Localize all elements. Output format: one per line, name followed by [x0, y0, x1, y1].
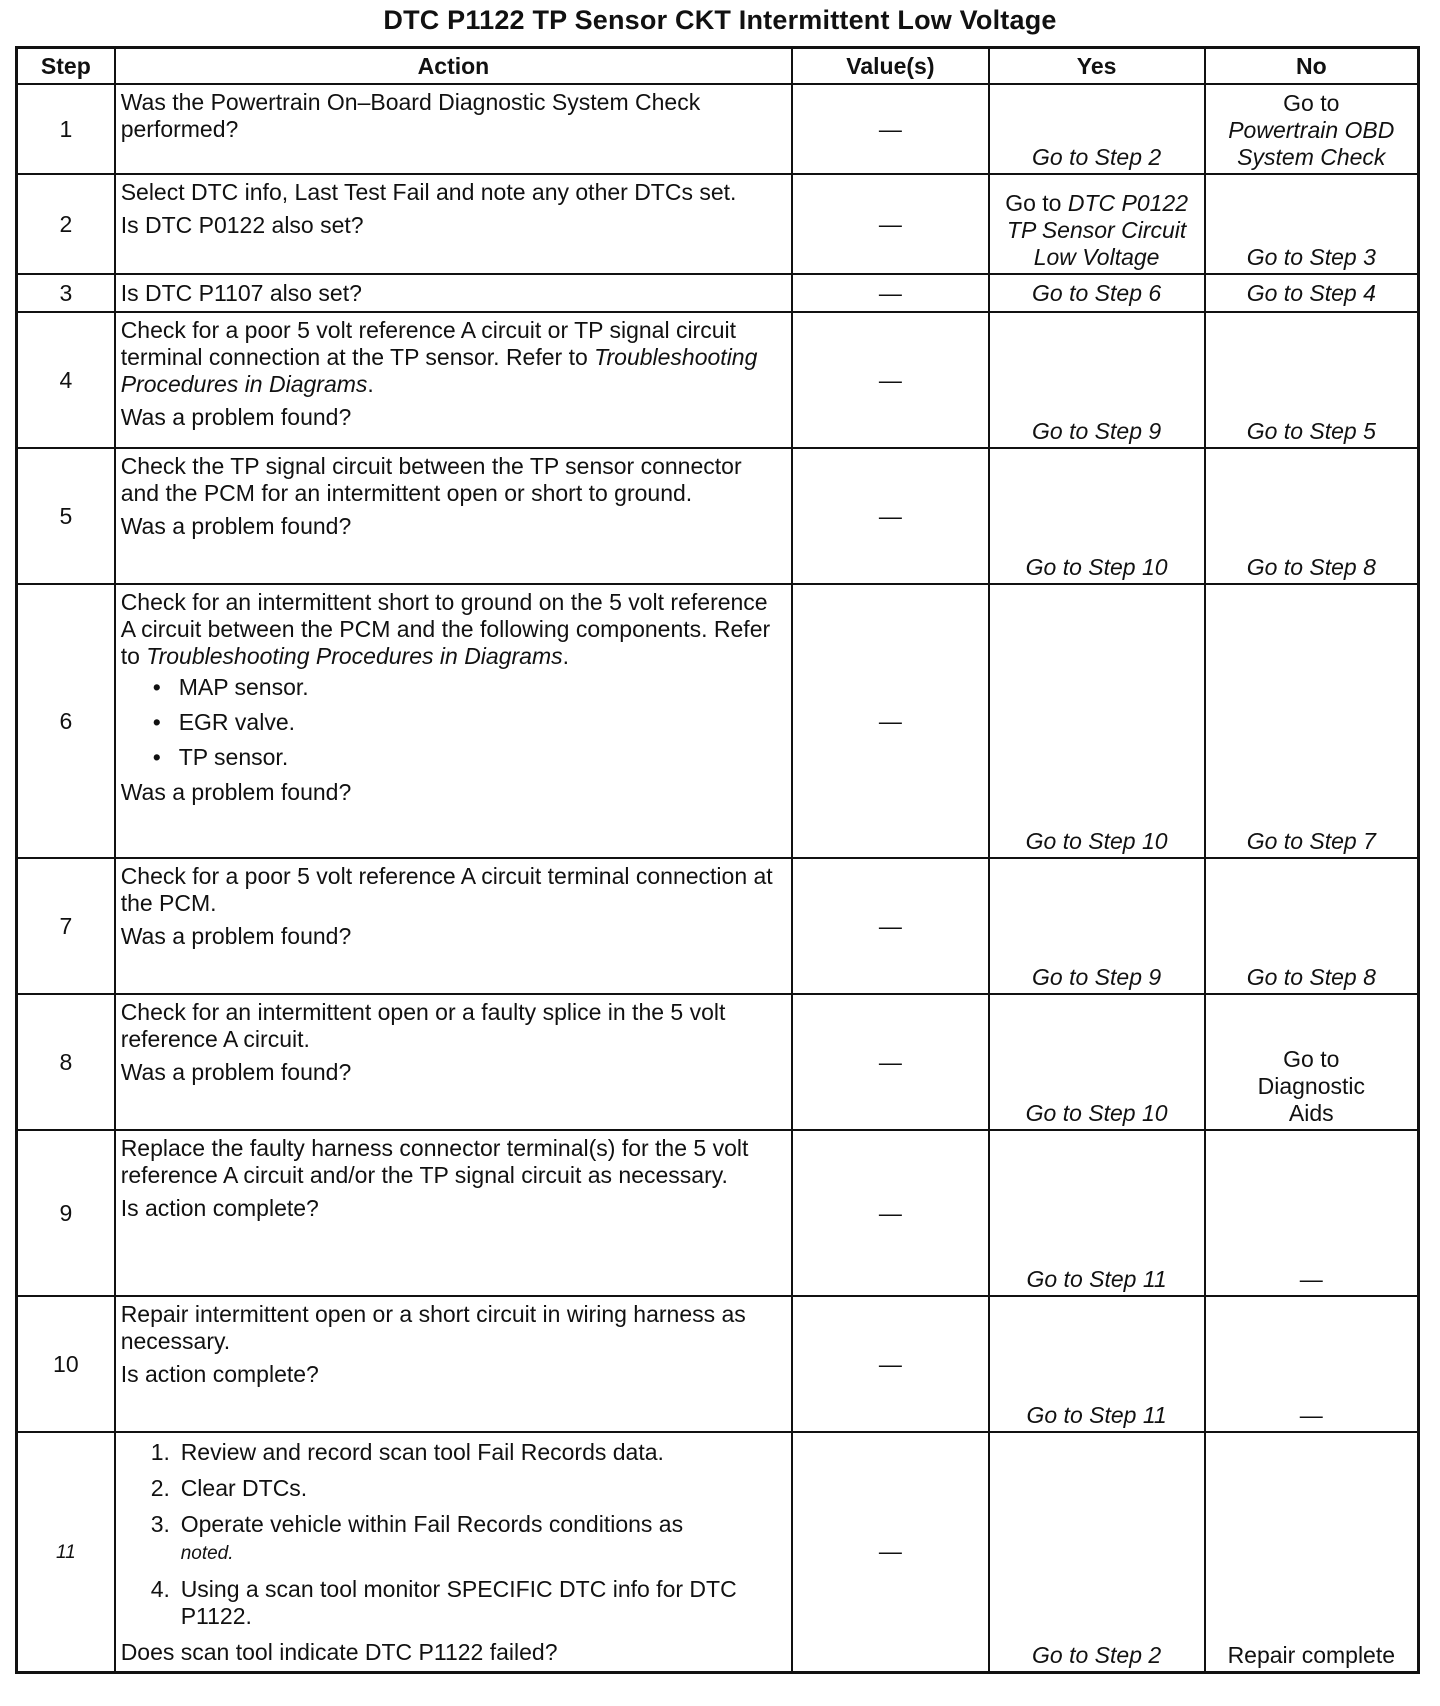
yes-cell — [989, 584, 1205, 858]
component-list — [121, 674, 786, 771]
no-link[interactable]: Go to Step 5 — [1246, 418, 1376, 444]
action-cell — [115, 858, 793, 994]
action-text-main: Check for a poor 5 volt reference A circuit or TP signal circuit terminal connection at the TP sensor. Refer to — [120, 317, 737, 370]
action-text: Replace the faulty harness connector terminal(s) for the 5 volt reference A circuit and/or the TP signal circuit as necessary. — [120, 1135, 749, 1188]
yes-link[interactable]: Go to Step 10 — [1025, 554, 1168, 580]
table-row — [17, 312, 1419, 448]
action-text: Is DTC P1107 also set? — [120, 279, 362, 306]
step-number: 6 — [17, 584, 115, 858]
action-question: Is action complete? — [120, 1361, 319, 1387]
yes-cell — [989, 274, 1205, 312]
table-row — [17, 858, 1419, 994]
step-number: 1 — [17, 84, 115, 174]
value-cell: — — [792, 994, 988, 1130]
yes-cell — [989, 448, 1205, 584]
no-cell — [1205, 274, 1419, 312]
list-item-text-continued: noted. — [180, 1543, 234, 1564]
no-cell — [1205, 448, 1419, 584]
step-number: 10 — [17, 1296, 115, 1432]
action-text — [121, 317, 786, 398]
yes-cell — [989, 1432, 1205, 1672]
no-link[interactable] — [1210, 90, 1413, 171]
action-question: Does scan tool indicate DTC P1122 failed? — [120, 1639, 558, 1665]
step-number: 4 — [17, 312, 115, 448]
no-link[interactable]: Go to Step 3 — [1246, 244, 1376, 270]
no-link[interactable]: Go to Step 8 — [1246, 554, 1376, 580]
yes-cell — [989, 994, 1205, 1130]
value-cell: — — [792, 1130, 988, 1296]
action-text: Check the TP signal circuit between the TP sensor connector and the PCM for an intermittent open or short to ground. — [120, 453, 742, 506]
yes-link-target: DTC P0122 TP Sensor Circuit Low Voltage — [1006, 190, 1189, 270]
action-text: Was the Powertrain On–Board Diagnostic System Check performed? — [120, 89, 701, 142]
list-number: 2. — [150, 1475, 170, 1501]
no-link[interactable]: Go to Diagnostic Aids — [1257, 1046, 1365, 1126]
step-number: 2 — [17, 174, 115, 274]
yes-cell — [989, 174, 1205, 274]
yes-link[interactable]: Go to Step 11 — [1026, 1266, 1167, 1292]
action-text-end: . — [367, 371, 374, 397]
list-item-text: Operate vehicle within Fail Records conditions as — [180, 1511, 684, 1537]
table-row — [17, 584, 1419, 858]
procedure-list — [121, 1439, 786, 1639]
list-number: 1. — [150, 1439, 170, 1465]
action-cell — [115, 174, 793, 274]
no-link[interactable]: Go to Step 4 — [1246, 279, 1376, 306]
list-number: 3. — [150, 1511, 170, 1537]
list-item: • EGR valve. — [153, 709, 786, 736]
no-cell: — — [1205, 1130, 1419, 1296]
list-item-text: Clear DTCs. — [180, 1475, 308, 1501]
value-cell: — — [792, 584, 988, 858]
no-link[interactable]: Go to Step 7 — [1246, 828, 1376, 854]
no-result: Repair complete — [1227, 1641, 1396, 1668]
table-row — [17, 84, 1419, 174]
table-row — [17, 1432, 1419, 1672]
no-cell — [1205, 312, 1419, 448]
procedure-reference[interactable]: Troubleshooting Procedures in Diagrams — [146, 643, 563, 669]
header-action: Action — [115, 48, 793, 85]
value-cell: — — [792, 858, 988, 994]
yes-link[interactable] — [994, 190, 1200, 271]
value-cell: — — [792, 174, 988, 274]
yes-link[interactable]: Go to Step 10 — [1025, 828, 1168, 854]
action-cell — [115, 1130, 793, 1296]
yes-link[interactable]: Go to Step 2 — [1032, 1641, 1162, 1668]
header-row — [17, 48, 1419, 85]
action-cell — [115, 448, 793, 584]
action-question: Was a problem found? — [120, 404, 352, 430]
no-link[interactable]: Go to Step 8 — [1246, 964, 1376, 990]
value-cell: — — [792, 1432, 988, 1672]
action-text-main: Check for an intermittent short to ground on the 5 volt reference A circuit between the PCM and the following components. Refer to — [120, 589, 771, 669]
action-text: Repair intermittent open or a short circuit in wiring harness as necessary. — [120, 1301, 746, 1354]
yes-cell — [989, 84, 1205, 174]
value-cell: — — [792, 312, 988, 448]
table-row — [17, 1296, 1419, 1432]
step-number — [17, 1432, 115, 1672]
action-text: Select DTC info, Last Test Fail and note any other DTCs set. — [120, 179, 737, 205]
list-item: • MAP sensor. — [153, 674, 786, 701]
list-item-text: Review and record scan tool Fail Records data. — [180, 1439, 664, 1465]
header-values: Value(s) — [792, 48, 988, 85]
action-cell — [115, 1296, 793, 1432]
diagnostic-table — [15, 46, 1420, 1674]
no-cell — [1205, 994, 1419, 1130]
table-row — [17, 274, 1419, 312]
table-row — [17, 448, 1419, 584]
yes-link[interactable]: Go to Step 2 — [1032, 144, 1162, 170]
table-row — [17, 1130, 1419, 1296]
action-question: Was a problem found? — [120, 923, 352, 949]
value-cell: — — [792, 84, 988, 174]
header-step: Step — [17, 48, 115, 85]
yes-cell — [989, 312, 1205, 448]
step-number: 9 — [17, 1130, 115, 1296]
yes-cell — [989, 1296, 1205, 1432]
yes-link-prefix: Go to — [1005, 190, 1062, 216]
yes-link[interactable]: Go to Step 6 — [1032, 279, 1162, 306]
yes-cell — [989, 1130, 1205, 1296]
action-cell — [115, 312, 793, 448]
header-yes: Yes — [989, 48, 1205, 85]
action-text — [121, 589, 786, 670]
no-cell — [1205, 84, 1419, 174]
yes-link[interactable]: Go to Step 9 — [1032, 418, 1162, 444]
no-link-prefix: Go to — [1283, 90, 1340, 116]
step-number: 3 — [17, 274, 115, 312]
yes-link[interactable]: Go to Step 9 — [1032, 964, 1162, 990]
action-question: Was a problem found? — [120, 513, 352, 539]
action-cell — [115, 994, 793, 1130]
list-item-text: Using a scan tool monitor SPECIFIC DTC info for DTC P1122. — [180, 1576, 737, 1629]
action-cell — [115, 84, 793, 174]
value-cell: — — [792, 448, 988, 584]
list-item — [151, 1475, 786, 1502]
step-number-text: 11 — [55, 1542, 76, 1564]
table-row — [17, 994, 1419, 1130]
no-cell — [1205, 1432, 1419, 1672]
action-question: Was a problem found? — [120, 779, 352, 805]
no-cell: — — [1205, 1296, 1419, 1432]
list-item — [151, 1511, 786, 1567]
list-item — [151, 1576, 786, 1630]
procedure-reference[interactable]: Troubleshooting Procedures in Diagrams — [120, 344, 758, 397]
action-cell — [115, 584, 793, 858]
yes-cell — [989, 858, 1205, 994]
step-number: 8 — [17, 994, 115, 1130]
list-item: • TP sensor. — [153, 744, 786, 771]
no-cell — [1205, 174, 1419, 274]
value-cell: — — [792, 1296, 988, 1432]
value-cell: — — [792, 274, 988, 312]
table-row — [17, 174, 1419, 274]
action-question: Is DTC P0122 also set? — [120, 212, 364, 238]
action-question: Was a problem found? — [120, 1059, 352, 1085]
action-text-end: . — [562, 643, 569, 669]
action-question: Is action complete? — [120, 1195, 319, 1221]
list-item — [151, 1439, 786, 1466]
no-cell — [1205, 584, 1419, 858]
page-title: DTC P1122 TP Sensor CKT Intermittent Low Voltage — [383, 5, 1057, 35]
yes-link[interactable]: Go to Step 10 — [1025, 1100, 1168, 1126]
step-number: 5 — [17, 448, 115, 584]
action-text: Check for a poor 5 volt reference A circuit terminal connection at the PCM. — [120, 863, 773, 916]
list-number: 4. — [150, 1576, 170, 1602]
no-cell — [1205, 858, 1419, 994]
action-text: Check for an intermittent open or a faulty splice in the 5 volt reference A circuit. — [120, 999, 726, 1052]
no-link-target: Powertrain OBD System Check — [1228, 117, 1395, 170]
step-number: 7 — [17, 858, 115, 994]
yes-link[interactable]: Go to Step 11 — [1026, 1402, 1167, 1428]
header-no: No — [1205, 48, 1419, 85]
action-cell — [115, 1432, 793, 1672]
action-cell — [115, 274, 793, 312]
